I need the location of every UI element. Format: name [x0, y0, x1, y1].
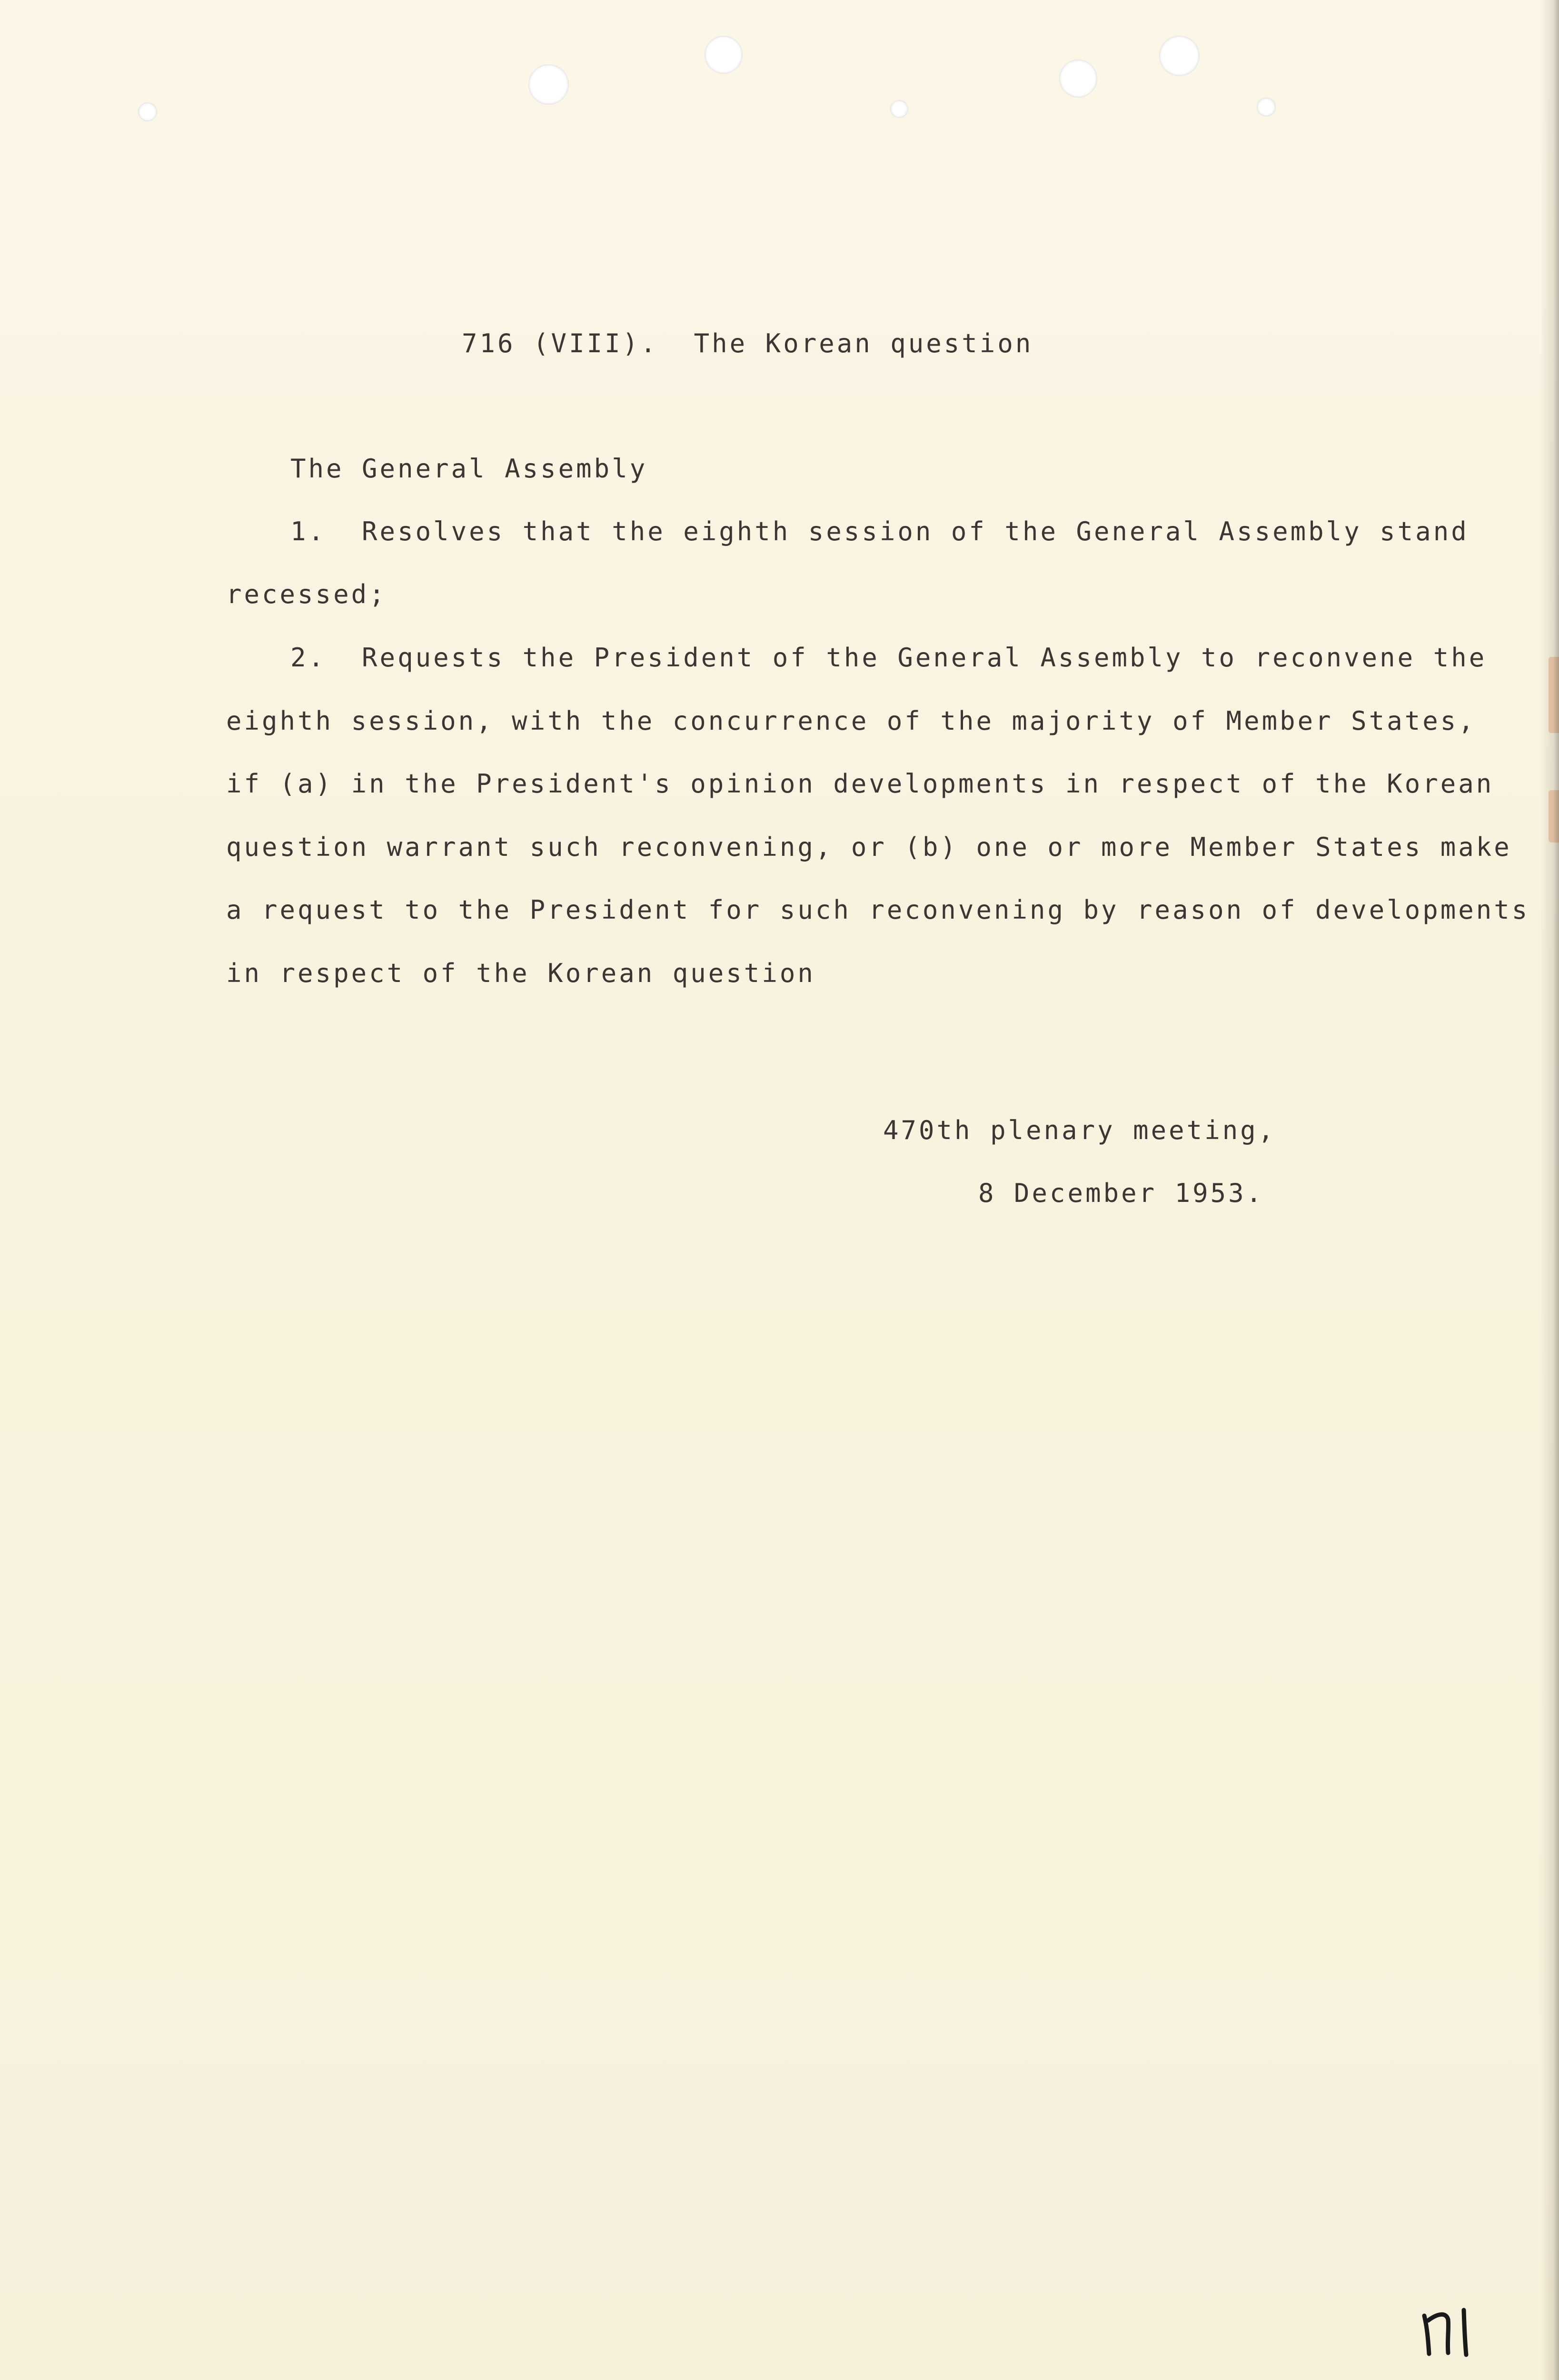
punch-hole: [890, 100, 908, 118]
paragraph-2-line: a request to the President for such reconvening by reason of developments: [226, 895, 1530, 925]
punch-hole: [528, 64, 569, 105]
punch-hole: [1059, 60, 1097, 98]
paragraph-1-line: 1. Resolves that the eighth session of the General Assembly stand: [290, 516, 1469, 546]
resolution-heading: 716 (VIII). The Korean question: [462, 328, 1033, 358]
punch-hole: [138, 102, 157, 121]
paragraph-2-line: 2. Requests the President of the General Assembly to reconvene the: [290, 643, 1487, 673]
handwritten-page-number: [1419, 2301, 1480, 2359]
paragraph-2-line: eighth session, with the concurrence of the majority of Member States,: [226, 706, 1476, 736]
punch-hole: [1257, 98, 1276, 117]
paragraph-2-line: in respect of the Korean question: [226, 958, 815, 988]
paragraph-2-line: question warrant such reconvening, or (b) one or more Member States make: [226, 832, 1512, 862]
date-line: 8 December 1953.: [978, 1178, 1264, 1208]
meeting-line: 470th plenary meeting,: [883, 1115, 1276, 1145]
page-edge-shadow: [1540, 0, 1559, 2380]
punch-hole: [705, 36, 743, 74]
punch-hole: [1159, 36, 1200, 76]
opening-text: The General Assembly: [290, 454, 648, 484]
paragraph-2-line: if (a) in the President's opinion developments in respect of the Korean: [226, 769, 1494, 799]
paragraph-1-line: recessed;: [226, 579, 387, 609]
